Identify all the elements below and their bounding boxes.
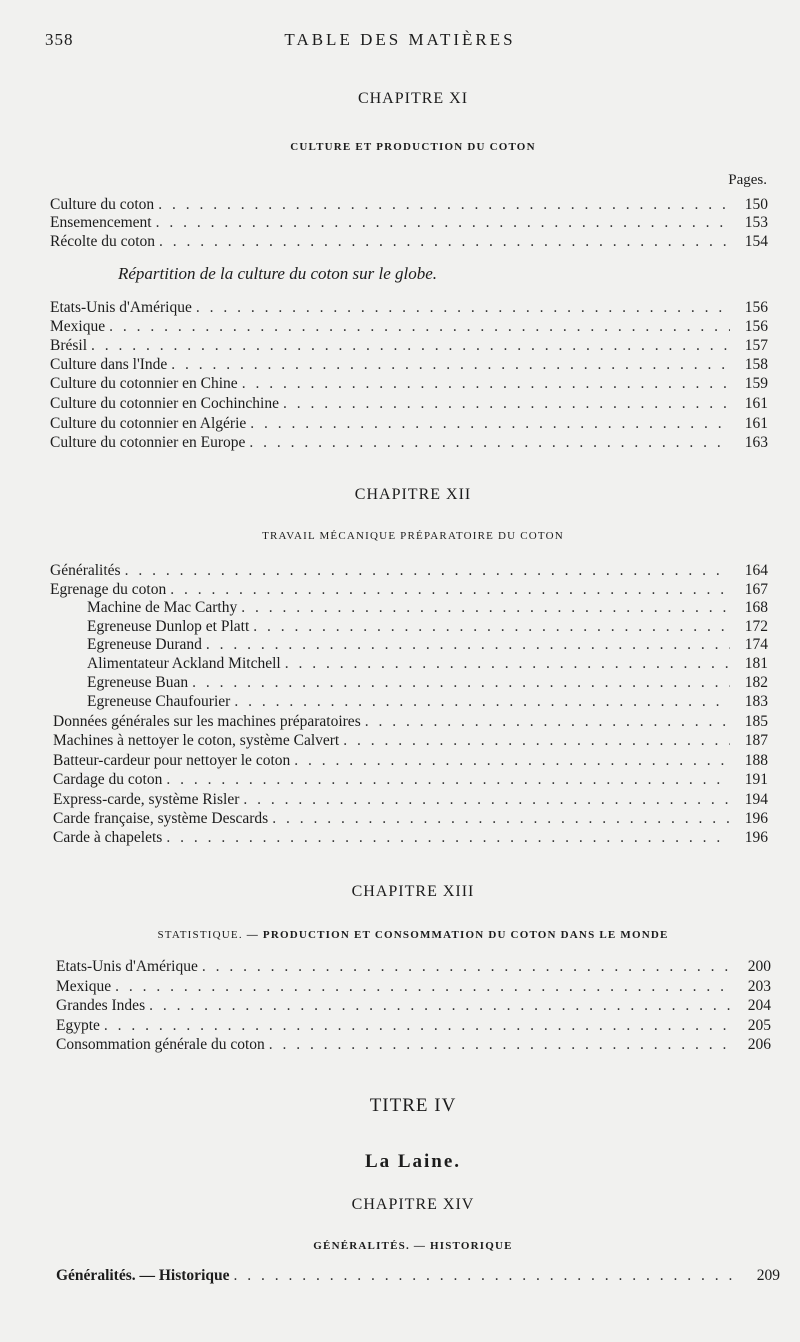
leader-dots xyxy=(234,692,730,711)
entry-page: 187 xyxy=(744,732,768,749)
toc-entry xyxy=(56,996,771,1015)
toc-entry xyxy=(53,731,768,750)
entry-label: Machines à nettoyer le coton, système Calvert xyxy=(53,732,340,749)
entry-page: 200 xyxy=(747,958,771,975)
entry-page: 161 xyxy=(744,395,768,412)
toc-entry xyxy=(53,790,768,809)
toc-entry xyxy=(87,654,768,673)
entry-label: Culture du coton xyxy=(50,196,155,213)
toc-entry xyxy=(50,561,768,580)
entry-label: Egypte xyxy=(56,1017,100,1034)
entry-label: Egreneuse Buan xyxy=(87,674,189,691)
leader-dots xyxy=(125,561,730,580)
leader-dots xyxy=(170,580,730,599)
entry-label: Egreneuse Chaufourier xyxy=(87,693,231,710)
entry-label: Alimentateur Ackland Mitchell xyxy=(87,655,281,672)
entry-page: 164 xyxy=(744,562,768,579)
leader-dots xyxy=(149,996,733,1015)
entry-page: 194 xyxy=(744,791,768,808)
chapter-subtitle: CULTURE ET PRODUCTION DU COTON xyxy=(290,141,536,153)
entry-page: 196 xyxy=(744,829,768,846)
toc-entry xyxy=(50,298,768,317)
chapter-subtitle: GÉNÉRALITÉS. — HISTORIQUE xyxy=(313,1240,513,1252)
chapter-title: CHAPITRE XI xyxy=(357,90,469,107)
chapter-title: CHAPITRE XII xyxy=(354,486,472,503)
entry-label: Culture du cotonnier en Chine xyxy=(50,375,238,392)
leader-dots xyxy=(269,1035,733,1054)
entry-page: 209 xyxy=(756,1267,780,1284)
leader-dots xyxy=(243,790,730,809)
toc-entry xyxy=(56,1035,771,1054)
leader-dots xyxy=(109,317,730,336)
leader-dots xyxy=(272,809,730,828)
entry-label: Récolte du coton xyxy=(50,233,156,250)
entry-label: Culture dans l'Inde xyxy=(50,356,168,373)
entry-page: 161 xyxy=(744,415,768,432)
entry-label: Egreneuse Dunlop et Platt xyxy=(87,618,250,635)
leader-dots xyxy=(115,977,733,996)
leader-dots xyxy=(249,433,730,452)
entry-label: Egrenage du coton xyxy=(50,581,167,598)
entry-label: Données générales sur les machines préparatoires xyxy=(53,713,361,730)
entry-label: Culture du cotonnier en Algérie xyxy=(50,415,247,432)
entry-page: 181 xyxy=(744,655,768,672)
leader-dots xyxy=(166,828,730,847)
entry-label: Mexique xyxy=(50,318,106,335)
entry-label: Ensemencement xyxy=(50,214,152,231)
toc-entry xyxy=(50,355,768,374)
chapter-title: CHAPITRE XIV xyxy=(351,1196,475,1213)
leader-dots xyxy=(242,374,730,393)
entry-label: Cardage du coton xyxy=(53,771,163,788)
toc-entry xyxy=(87,598,768,617)
running-title: TABLE DES MATIÈRES xyxy=(284,30,516,49)
chapter-subtitle: STATISTIQUE. — PRODUCTION ET CONSOMMATION DU COTON DANS LE MONDE xyxy=(157,929,669,941)
entry-label: Etats-Unis d'Amérique xyxy=(56,958,198,975)
entry-page: 203 xyxy=(747,978,771,995)
leader-dots xyxy=(285,654,730,673)
toc-entry xyxy=(53,751,768,770)
toc-entry xyxy=(50,195,768,214)
entry-page: 150 xyxy=(744,196,768,213)
leader-dots xyxy=(365,712,730,731)
entry-page: 196 xyxy=(744,810,768,827)
toc-entry xyxy=(53,828,768,847)
entry-page: 205 xyxy=(747,1017,771,1034)
entry-page: 158 xyxy=(744,356,768,373)
toc-entry xyxy=(53,770,768,789)
entry-label: Express-carde, système Risler xyxy=(53,791,240,808)
entry-label: Mexique xyxy=(56,978,112,995)
leader-dots xyxy=(166,770,730,789)
toc-entry xyxy=(87,692,768,711)
leader-dots xyxy=(171,355,730,374)
entry-page: 153 xyxy=(744,214,768,231)
entry-page: 183 xyxy=(744,693,768,710)
entry-label: Généralités xyxy=(50,562,121,579)
entry-label: Etats-Unis d'Amérique xyxy=(50,299,192,316)
entry-label: Grandes Indes xyxy=(56,997,146,1014)
part-title: TITRE IV xyxy=(369,1095,457,1116)
toc-entry xyxy=(56,977,771,996)
leader-dots xyxy=(158,195,730,214)
entry-label: Carde à chapelets xyxy=(53,829,163,846)
entry-label: Machine de Mac Carthy xyxy=(87,599,238,616)
chapter-title: CHAPITRE XIII xyxy=(351,883,475,900)
leader-dots xyxy=(196,298,730,317)
leader-dots xyxy=(104,1016,733,1035)
toc-entry xyxy=(53,809,768,828)
leader-dots xyxy=(91,336,730,355)
toc-entry xyxy=(50,374,768,393)
entry-page: 182 xyxy=(744,674,768,691)
leader-dots xyxy=(294,751,730,770)
entry-page: 188 xyxy=(744,752,768,769)
entry-label: Batteur-cardeur pour nettoyer le coton xyxy=(53,752,291,769)
entry-page: 204 xyxy=(747,997,771,1014)
toc-entry xyxy=(56,1016,771,1035)
entry-page: 163 xyxy=(744,434,768,451)
entry-page: 191 xyxy=(744,771,768,788)
entry-label: Culture du cotonnier en Cochinchine xyxy=(50,395,279,412)
toc-entry xyxy=(50,414,768,433)
leader-dots xyxy=(202,957,733,976)
toc-entry xyxy=(53,712,768,731)
toc-entry xyxy=(50,232,768,251)
entry-page: 156 xyxy=(744,318,768,335)
leader-dots xyxy=(234,1266,743,1285)
entry-page: 206 xyxy=(747,1036,771,1053)
leader-dots xyxy=(156,213,730,232)
entry-label: Egreneuse Durand xyxy=(87,636,202,653)
entry-page: 172 xyxy=(744,618,768,635)
entry-page: 168 xyxy=(744,599,768,616)
leader-dots xyxy=(241,598,730,617)
toc-entry xyxy=(50,336,768,355)
entry-label: Culture du cotonnier en Europe xyxy=(50,434,246,451)
entry-page: 174 xyxy=(744,636,768,653)
leader-dots xyxy=(253,617,730,636)
chapter-subtitle: TRAVAIL MÉCANIQUE PRÉPARATOIRE DU COTON xyxy=(262,530,564,542)
leader-dots xyxy=(192,673,730,692)
entry-page: 157 xyxy=(744,337,768,354)
toc-entry xyxy=(87,635,768,654)
toc-entry xyxy=(50,580,768,599)
toc-entry xyxy=(50,433,768,452)
part-subject: La Laine. xyxy=(364,1151,462,1172)
entry-page: 154 xyxy=(744,233,768,250)
entry-label: Brésil xyxy=(50,337,88,354)
entry-page: 156 xyxy=(744,299,768,316)
leader-dots xyxy=(250,414,730,433)
toc-entry xyxy=(50,213,768,232)
page-number: 358 xyxy=(45,30,74,49)
entry-label: Carde française, système Descards xyxy=(53,810,269,827)
toc-entry xyxy=(87,617,768,636)
leader-dots xyxy=(206,635,730,654)
toc-entry xyxy=(56,1266,780,1285)
leader-dots xyxy=(343,731,730,750)
section-heading: Répartition de la culture du coton sur le globe. xyxy=(118,264,438,283)
leader-dots xyxy=(283,394,730,413)
toc-entry xyxy=(87,673,768,692)
leader-dots xyxy=(159,232,730,251)
entry-label: Consommation générale du coton xyxy=(56,1036,265,1053)
entry-page: 185 xyxy=(744,713,768,730)
entry-page: 159 xyxy=(744,375,768,392)
toc-entry xyxy=(50,317,768,336)
toc-entry xyxy=(50,394,768,413)
entry-label: Généralités. — Historique xyxy=(56,1267,230,1284)
entry-page: 167 xyxy=(744,581,768,598)
pages-label: Pages. xyxy=(728,172,767,188)
toc-entry xyxy=(56,957,771,976)
